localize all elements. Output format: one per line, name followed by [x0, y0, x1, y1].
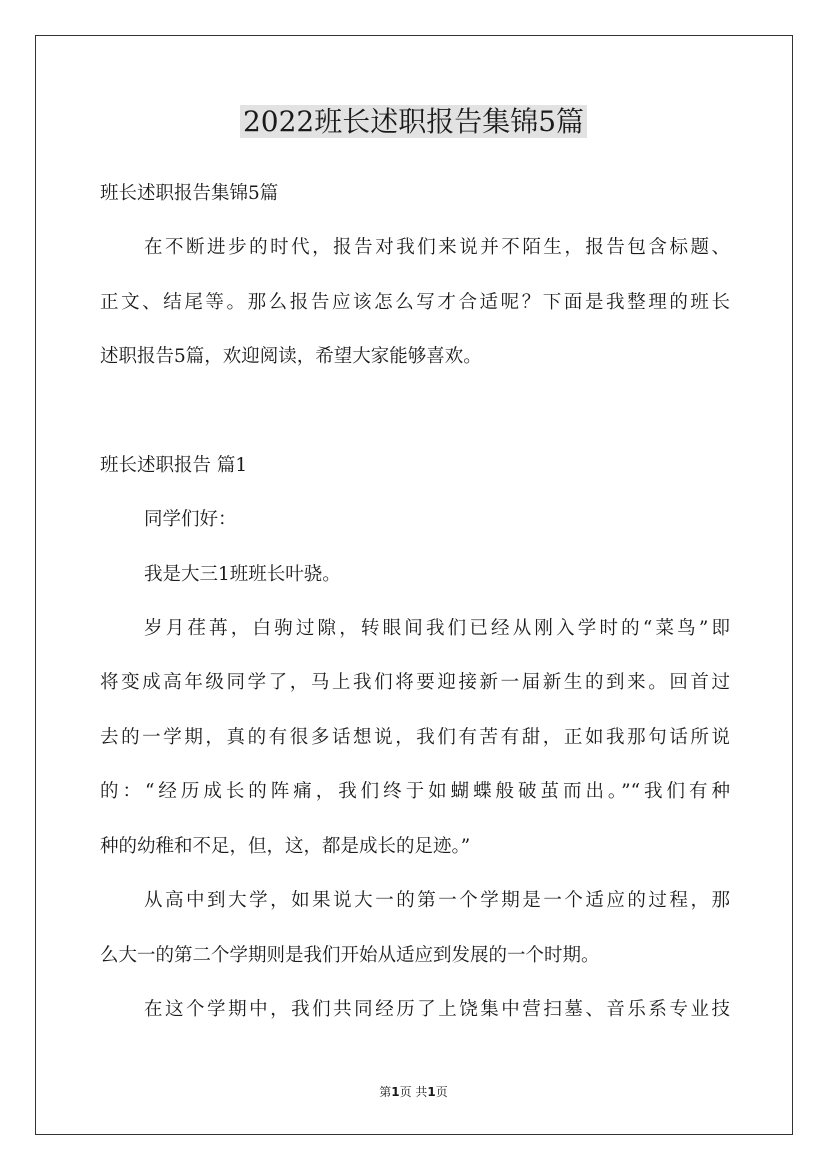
paragraph-line: 么大一的第二个学期则是我们开始从适应到发展的一个时期。	[100, 945, 600, 966]
paragraph-line: 述职报告5篇，欢迎阅读，希望大家能够喜欢。	[100, 346, 482, 367]
document-title-text: 2022班长述职报告集锦5篇	[240, 105, 587, 138]
paragraph-line: 在不断进步的时代，报告对我们来说并不陌生，报告包含标题、	[144, 237, 730, 258]
page-footer	[0, 1083, 827, 1101]
footer-prefix: 第	[379, 1085, 392, 1099]
paragraph-line: 我是大三1班班长叶骁。	[144, 564, 341, 585]
footer-suffix: 页	[435, 1085, 448, 1099]
document-title	[0, 100, 827, 144]
footer-page-current: 1	[391, 1085, 400, 1099]
paragraph-line: 同学们好：	[144, 509, 237, 530]
subtitle-line: 班长述职报告集锦5篇	[100, 183, 279, 204]
paragraph-line: 的：“经历成长的阵痛，我们终于如蝴蝶般破茧而出。”“我们有种	[100, 781, 730, 802]
paragraph-line: 正文、结尾等。那么报告应该怎么写才合适呢？下面是我整理的班长	[100, 292, 730, 313]
paragraph-line: 从高中到大学，如果说大一的第一个学期是一个适应的过程，那	[144, 890, 730, 911]
section-heading: 班长述职报告 篇1	[100, 455, 248, 476]
footer-mid: 页 共	[399, 1085, 428, 1099]
paragraph-line: 岁月荏苒，白驹过隙，转眼间我们已经从刚入学时的“菜鸟”即	[144, 618, 730, 639]
paragraph-line: 在这个学期中，我们共同经历了上饶集中营扫墓、音乐系专业技	[144, 999, 730, 1020]
footer-page-total: 1	[427, 1085, 436, 1099]
paragraph-line: 将变成高年级同学了，马上我们将要迎接新一届新生的到来。回首过	[100, 672, 730, 693]
paragraph-line: 种的幼稚和不足，但，这，都是成长的足迹。”	[100, 836, 471, 857]
paragraph-line: 去的一学期，真的有很多话想说，我们有苦有甜，正如我那句话所说	[100, 727, 730, 748]
